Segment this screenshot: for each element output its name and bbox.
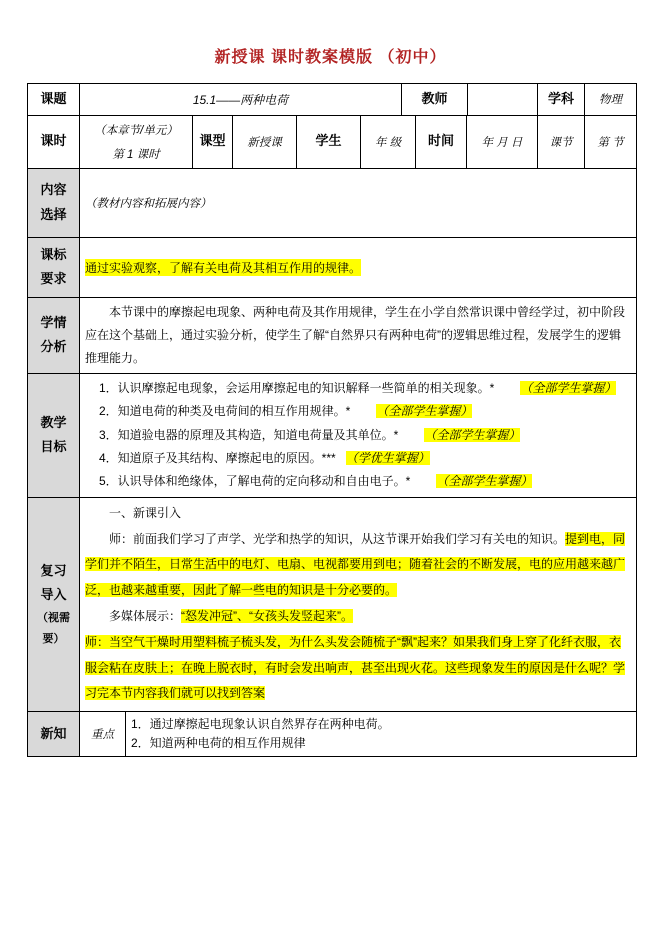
goal-item-4 [85,447,631,470]
topic-label: 课题 [28,84,80,115]
leadin-paragraph-2-plain: 多媒体展示： [109,608,182,623]
content-selection-label-line2: 选择 [40,206,67,222]
leadin-paragraph-1-highlight: 提到电，同学们并不陌生，日常生活中的电灯、电扇、电视都要用到电；随着社会的不断发展，电的应用越来越广泛，也越来越重要，因此了解一些电的知识是十分必要的。 [85,531,626,598]
topic-value: 15.1——两种电荷 [80,84,402,115]
table-row-curriculum-standard [28,238,636,298]
curriculum-standard-text: 通过实验观察，了解有关电荷及其相互作用的规律。 [85,260,362,275]
goal-item-4-note: （学优生掌握） [345,450,430,465]
curriculum-standard-label [28,238,80,297]
content-selection-label [28,169,80,237]
student-grade-value: 年 级 [361,116,416,168]
key-point-1: 1．通过摩擦起电现象认识自然界存在两种电荷。 [131,716,390,731]
time-date-value: 年 月 日 [467,116,538,168]
goal-item-2-text: 2．知道电荷的种类及电荷间的相互作用规律。* [99,404,351,419]
subject-value: 物理 [599,94,622,107]
table-row-content-selection [28,169,636,238]
goal-item-2-note: （全部学生掌握） [376,404,473,419]
teaching-goals-label [28,374,80,497]
teacher-value [468,84,538,115]
period-unit-cell [80,116,193,168]
new-knowledge-label: 新知 [28,712,80,756]
leadin-paragraph-1-plain: 师：前面我们学习了声学、光学和热学的知识，从这节课开始我们学习有关电的知识。 [109,531,566,546]
goal-item-5-text: 5．认识导体和绝缘体，了解电荷的定向移动和自由电子。* [99,474,411,489]
teacher-label: 教师 [402,84,468,115]
page-title: 新授课 课时教案模版 （初中） [214,49,447,66]
content-selection-value [80,169,636,237]
learner-analysis-value [80,298,636,373]
goal-item-3-note: （全部学生掌握） [424,427,521,442]
goal-item-2 [85,400,631,423]
goal-item-1 [85,377,631,400]
review-leadin-label [28,498,80,711]
class-type-label: 课型 [193,116,233,168]
period-unit-line2: 第 1 课时 [112,148,160,161]
period-unit-line1: （本章节/单元） [94,124,178,137]
teaching-goals-label-line1: 教学 [40,414,67,430]
table-row-period [28,116,636,169]
learner-analysis-text: 本节课中的摩擦起电现象、两种电荷及其作用规律，学生在小学自然常识课中曾经学过，初中阶段应在这个基础上，通过实验分析，使学生了解“自然界只有两种电荷”的逻辑思维过程，发展学生的逻辑推理能力。 [85,304,626,365]
subject-label: 学科 [538,84,585,115]
review-leadin-label-line3: （视需 [37,612,70,625]
curriculum-standard-label-line2: 要求 [40,271,67,287]
goal-item-5 [85,470,631,493]
curriculum-standard-label-line1: 课标 [40,246,67,262]
period-label: 课时 [28,116,80,168]
review-leadin-label-line1: 复习 [40,562,67,578]
key-points-value [126,712,636,756]
review-leadin-value [80,498,636,711]
key-points-label: 重点 [80,712,126,756]
table-row-review-leadin [28,498,636,712]
table-row-teaching-goals [28,374,636,498]
goal-item-3 [85,424,631,447]
leadin-paragraph-3 [85,630,631,707]
lesson-plan-table [27,83,637,757]
teaching-goals-label-line2: 目标 [40,439,67,455]
content-selection-label-line1: 内容 [40,182,67,197]
leadin-paragraph-1 [85,527,631,604]
leadin-heading: 一、新课引入 [109,505,182,520]
goal-item-1-text: 1．认识摩擦起电现象，会运用摩擦起电的知识解释一些简单的相关现象。* [99,380,495,395]
goal-item-3-text: 3．知道验电器的原理及其构造，知道电荷量及其单位。* [99,427,399,442]
table-row-learner-analysis [28,298,636,374]
content-selection-text: （教材内容和拓展内容） [85,197,212,210]
learner-analysis-label-line2: 分析 [40,339,67,355]
table-row-topic [28,84,636,116]
leadin-paragraph-3-highlight: 师：当空气干燥时用塑料梳子梳头发，为什么头发会随梳子“飘”起来？如果我们身上穿了化纤衣服，衣服会粘在皮肤上；在晚上脱衣时，有时会发出响声，甚至出现火花。这些现象发生的原因是什么呢？学习完本节内容我们就可以找到答案 [85,634,626,701]
goal-item-4-text: 4．知道原子及其结构、摩擦起电的原因。*** [99,450,336,465]
goal-item-5-note: （全部学生掌握） [436,474,533,489]
key-point-2: 2．知道两种电荷的相互作用规律 [131,735,306,750]
teaching-goals-value [80,374,636,497]
leadin-paragraph-2 [85,604,631,630]
learner-analysis-label-line1: 学情 [40,314,67,330]
curriculum-standard-value [80,238,636,297]
lesson-number-value: 第 节 [597,136,624,149]
learner-analysis-label [28,298,80,373]
student-label: 学生 [297,116,361,168]
goal-item-1-note: （全部学生掌握） [520,380,617,395]
review-leadin-label-line4: 要） [42,632,65,645]
time-label: 时间 [416,116,467,168]
table-row-new-knowledge [28,712,636,756]
review-leadin-label-line2: 导入 [40,587,67,603]
lesson-number-label: 课节 [538,116,585,168]
class-type-value: 新授课 [233,116,297,168]
leadin-paragraph-2-highlight: “怒发冲冠”、“女孩头发竖起来”。 [181,608,354,623]
